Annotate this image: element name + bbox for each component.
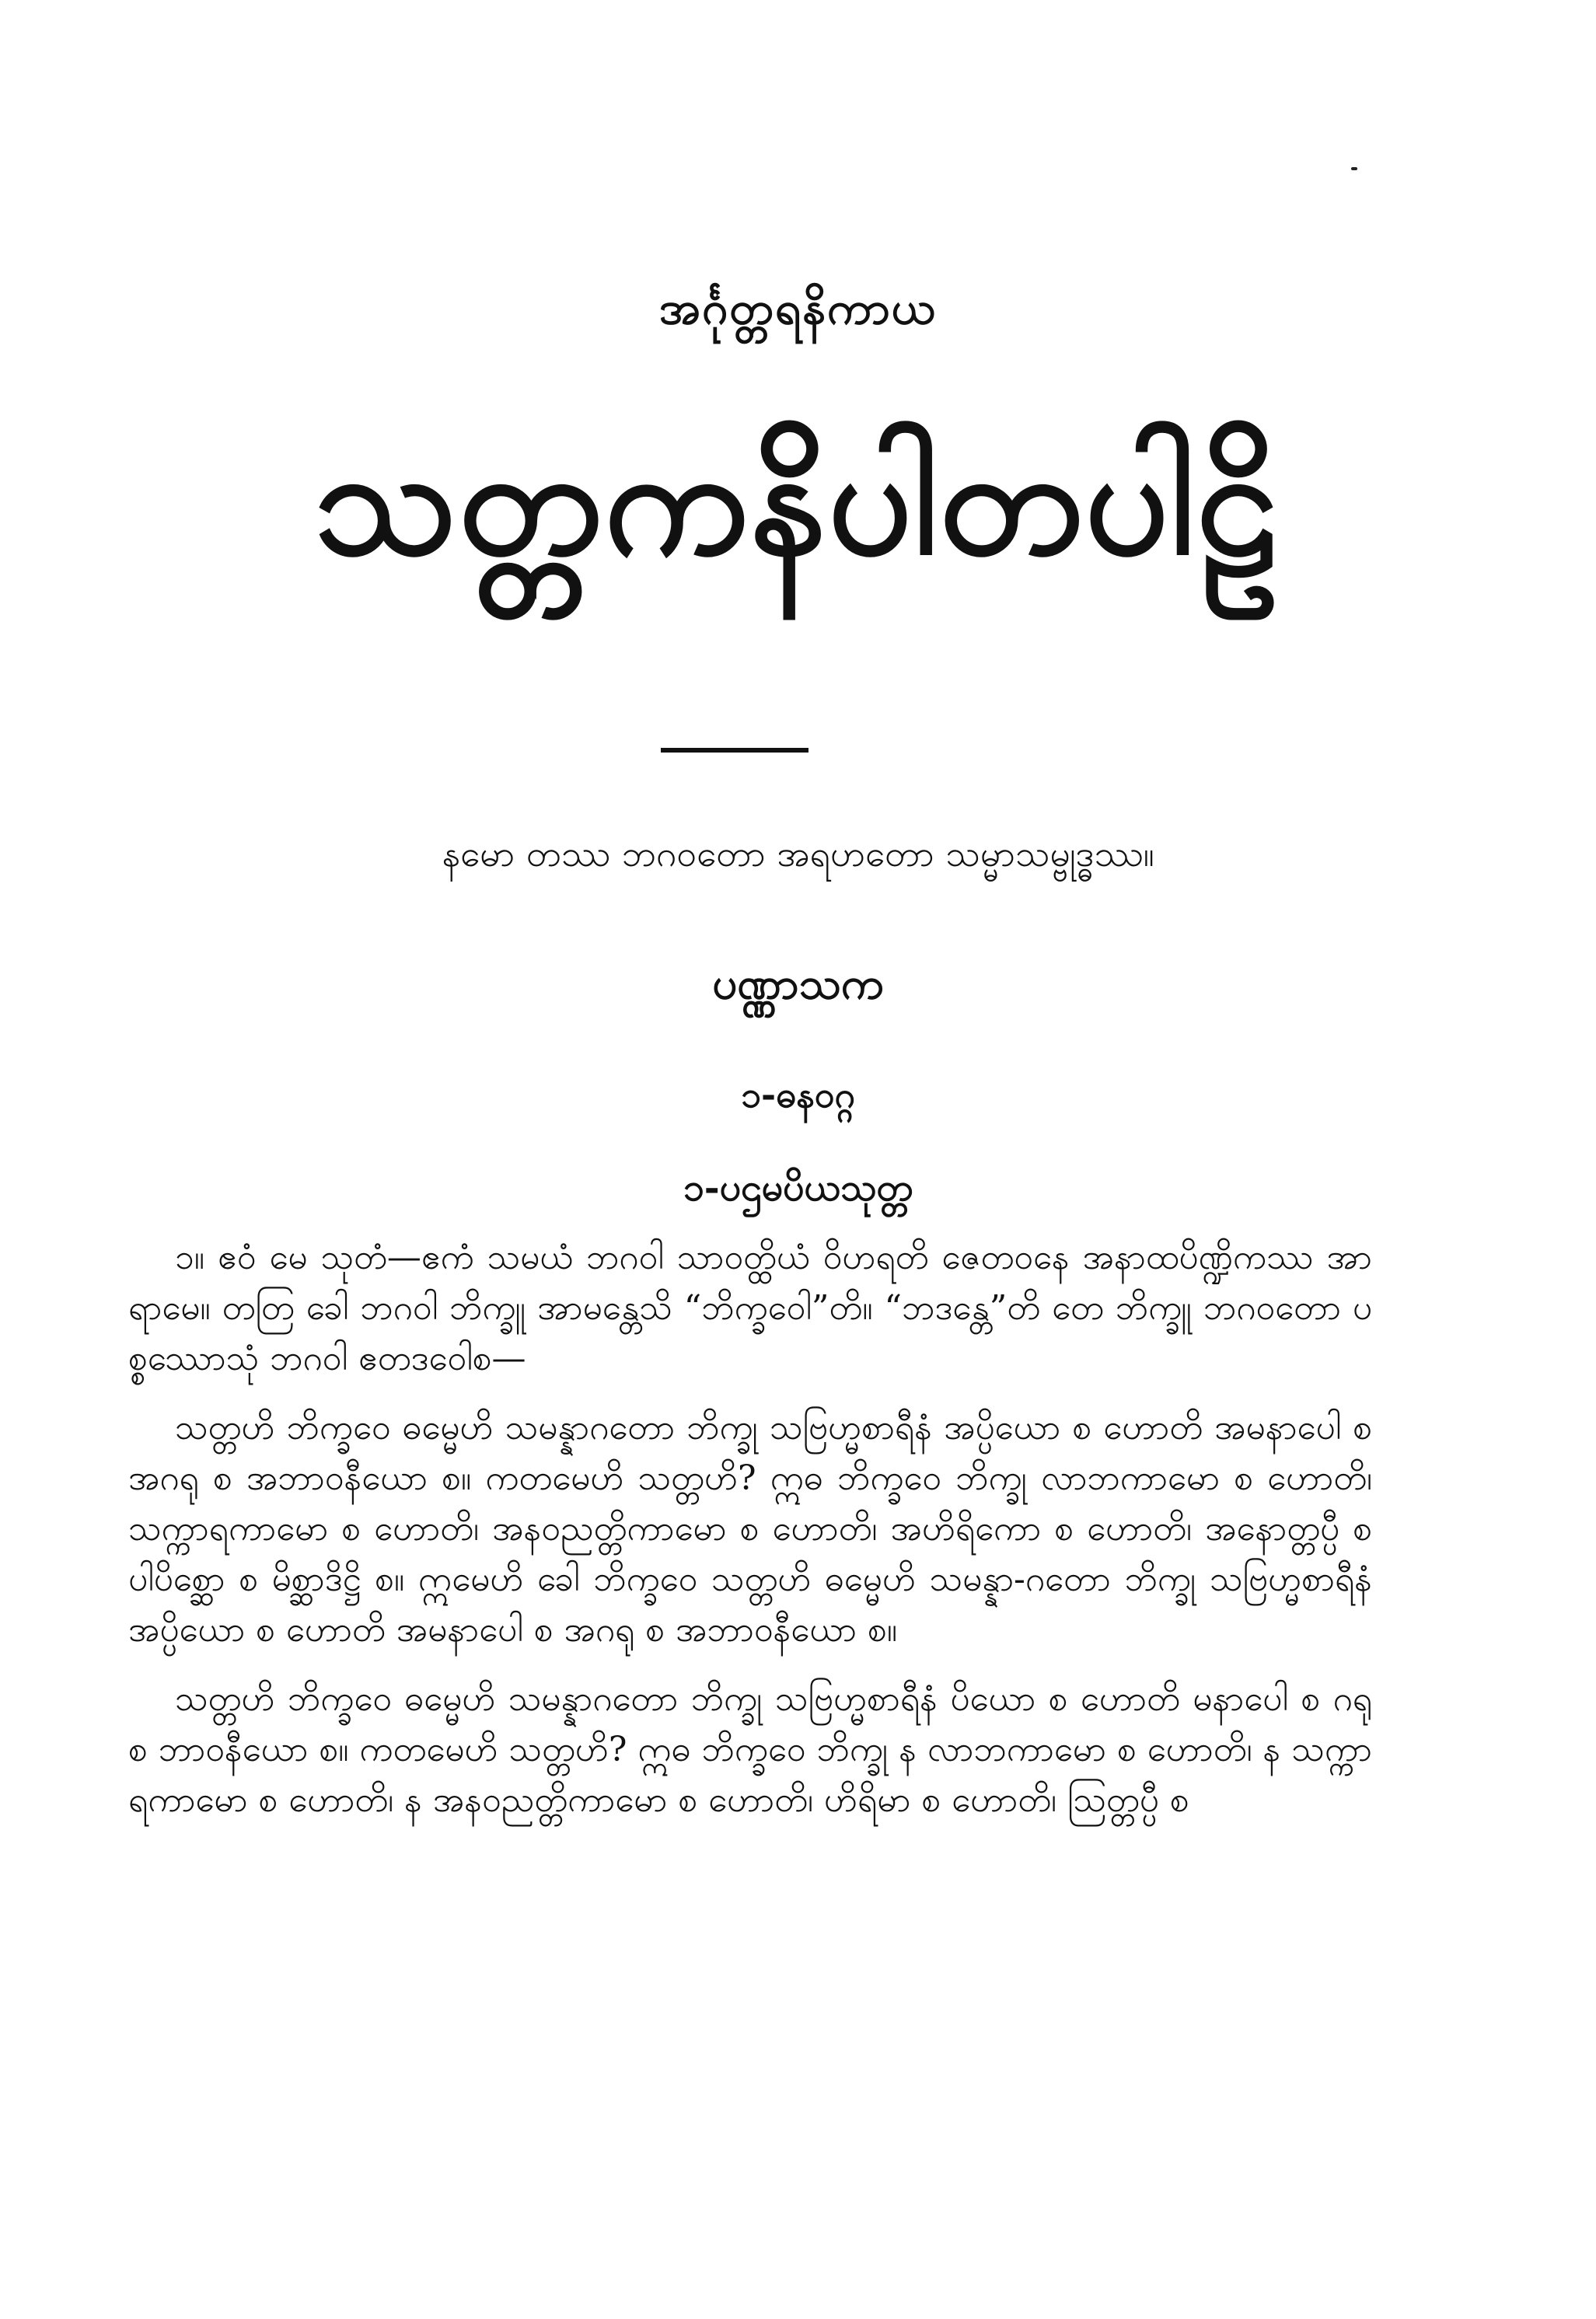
paragraph: သတ္တဟိ ဘိက္ခဝေ ဓမ္မေဟိ သမန္နာဂတော ဘိက္ခု သဗြဟ္မစာရီနံ ပိယော စ ဟောတိ မနာပေါ စ ဂရု စ ဘာဝနီယော စ။ ကတမေဟိ သတ္တဟိ? ဣဓ ဘိက္ခဝေ ဘိက္ခု န လာဘကာမော စ ဟောတိ၊ န သက္ကာရကာမော စ ဟောတိ၊ န အနဝညတ္တိကာမော စ ဟောတိ၊ ဟိရိမာ စ ဟောတိ၊ ဩတ္တပ္ပီ စ — [128, 1679, 1372, 1820]
homage-line: နမော တဿ ဘဂဝတော အရဟတော သမ္မာသမ္ဗုဒ္ဓဿ။ — [442, 833, 1154, 875]
division-heading: ပဏ္ဏာသက — [712, 958, 884, 1009]
sutta-heading: ၁-ပဌမပိယသုတ္တ — [683, 1166, 913, 1210]
vagga-heading: ၁-ဓနဝဂ္ဂ — [741, 1074, 855, 1116]
book-title: သတ္တကနိပါတပါဠိ — [314, 414, 1282, 588]
body-text — [128, 1232, 1372, 1844]
paragraph: သတ္တဟိ ဘိက္ခဝေ ဓမ္မေဟိ သမန္နာဂတော ဘိက္ခု သဗြဟ္မစာရီနံ အပ္ပိယော စ ဟောတိ အမနာပေါ စ အဂရု စ အဘာဝနီယော စ။ ကတမေဟိ သတ္တဟိ? ဣဓ ဘိက္ခဝေ ဘိက္ခု လာဘကာမော စ ဟောတိ၊ သက္ကာရကာမော စ ဟောတိ၊ အနဝညတ္တိကာမော စ ဟောတိ၊ အဟိရိကော စ ဟောတိ၊ အနောတ္တပ္ပီ စ ပါပိစ္ဆော စ မိစ္ဆာဒိဋ္ဌိ စ။ ဣမေဟိ ခေါ ဘိက္ခဝေ သတ္တဟိ ဓမ္မေဟိ သမန္နာ-ဂတော ဘိက္ခု သဗြဟ္မစာရီနံ အပ္ပိယော စ ဟောတိ အမနာပေါ စ အဂရု စ အဘာဝနီယော စ။ — [128, 1408, 1372, 1650]
collection-title: အင်္ဂုတ္တရနိကာယ — [658, 281, 938, 334]
title-divider — [661, 748, 808, 753]
print-speck — [1351, 167, 1357, 170]
paragraph: ၁။ ဧဝံ မေ သုတံ—ဧကံ သမယံ ဘဂဝါ သာဝတ္ထိယံ ဝိဟရတိ ဇေတဝနေ အနာထပိဏ္ဍိကဿ အာရာမေ။ တတြ ခေါ ဘဂဝါ ဘိက္ခူ အာမန္တေသိ “ဘိက္ခဝေါ”တိ။ “ဘဒန္တေ”တိ တေ ဘိက္ခူ ဘဂဝတော ပစ္စဿောသုံ ဘဂဝါ ဧတဒဝေါစ— — [128, 1238, 1372, 1378]
